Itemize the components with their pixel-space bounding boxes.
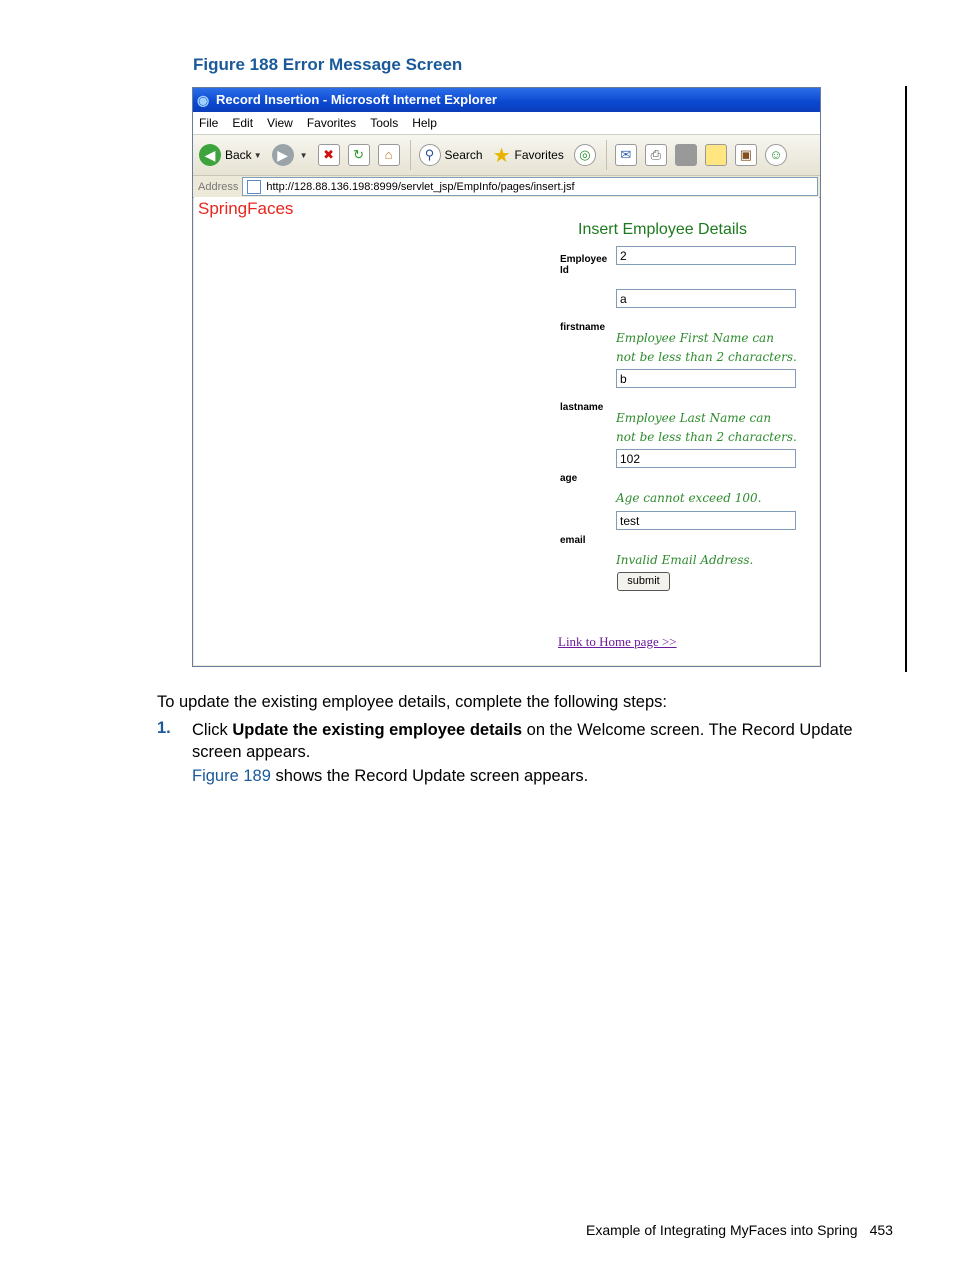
back-label: Back [225,148,252,162]
home-page-link[interactable]: Link to Home page >> [558,634,677,649]
browser-window [192,87,821,667]
home-icon[interactable]: ⌂ [378,144,400,166]
toolbar-separator [606,140,607,170]
lastname-error [616,409,816,447]
forward-arrow-icon: ▶ [272,144,294,166]
form-title: Insert Employee Details [578,221,747,238]
edit-icon[interactable] [675,144,697,166]
page-footer [586,1222,893,1238]
menu-help[interactable]: Help [412,116,437,130]
firstname-label: firstname [560,322,606,333]
window-title: Record Insertion - Microsoft Internet Explorer [216,92,497,107]
firstname-error-line2: not be less than 2 characters. [616,350,797,364]
forward-button[interactable] [272,144,308,166]
menu-file[interactable]: File [199,116,219,130]
menu-edit[interactable]: Edit [232,116,254,130]
firstname-error [616,329,816,367]
age-label: age [560,473,578,484]
stop-icon[interactable]: ✖ [318,144,340,166]
employee-id-label [560,254,607,276]
email-input[interactable]: test [616,511,796,530]
email-error: Invalid Email Address. [616,553,754,567]
back-arrow-icon: ◀ [199,144,221,166]
firstname-input[interactable]: a [616,289,796,308]
step-note [192,767,588,786]
age-input[interactable]: 102 [616,449,796,468]
lastname-error-line1: Employee Last Name can [616,411,772,425]
menu-bar [193,112,820,135]
url-text: http://128.88.136.198:8999/servlet_jsp/EmpInfo/pages/insert.jsf [266,180,575,193]
media-icon[interactable]: ◎ [574,144,596,166]
research-icon[interactable]: ▣ [735,144,757,166]
messenger-icon[interactable]: ☺ [765,144,787,166]
lastname-input[interactable]: b [616,369,796,388]
lastname-label: lastname [560,402,604,413]
favorites-star-icon: ★ [492,144,511,167]
search-icon: ⚲ [419,144,441,166]
toolbar-separator [410,140,411,170]
employee-id-input[interactable]: 2 [616,246,796,265]
step-prefix: Click [192,721,233,739]
intro-paragraph: To update the existing employee details, complete the following steps: [157,693,667,711]
email-label: email [560,535,586,546]
search-label: Search [444,148,483,162]
firstname-error-line1: Employee First Name can [616,331,774,345]
forward-dropdown-icon[interactable]: ▼ [299,150,308,160]
brand-title: SpringFaces [198,199,294,218]
menu-tools[interactable]: Tools [370,116,399,130]
submit-button[interactable]: submit [617,572,670,591]
address-input[interactable] [242,177,818,196]
employee-id-label-line2: Id [560,265,569,276]
employee-id-label-line1: Employee [560,254,608,265]
age-error: Age cannot exceed 100. [616,491,762,505]
refresh-icon[interactable]: ↻ [348,144,370,166]
step-text [192,719,904,763]
step-number: 1. [157,719,171,737]
back-button[interactable] [199,144,262,166]
ie-icon: ◉ [197,92,210,108]
change-bar [905,86,907,672]
step-note-text: shows the Record Update screen appears. [270,767,589,785]
footer-title: Example of Integrating MyFaces into Spring [586,1222,858,1238]
page-content [194,197,819,665]
back-dropdown-icon[interactable]: ▼ [253,150,262,160]
menu-view[interactable]: View [267,116,293,130]
print-icon[interactable]: ⎙ [645,144,667,166]
figure-link[interactable]: Figure 189 [192,767,271,785]
title-bar [193,88,820,112]
step-suffix: on the Welcome screen. The Record Update screen appears. [192,721,853,761]
address-label: Address [198,180,239,193]
page-number: 453 [869,1222,893,1238]
page-icon [247,180,261,194]
address-bar [193,176,820,198]
search-button[interactable] [419,144,483,166]
toolbar [193,135,820,176]
step-bold: Update the existing employee details [232,721,523,739]
lastname-error-line2: not be less than 2 characters. [616,430,797,444]
figure-caption: Figure 188 Error Message Screen [193,55,463,74]
mail-icon[interactable]: ✉ [615,144,637,166]
menu-favorites[interactable]: Favorites [306,116,357,130]
favorites-label: Favorites [514,148,564,162]
discuss-icon[interactable] [705,144,727,166]
favorites-button[interactable] [493,143,564,168]
